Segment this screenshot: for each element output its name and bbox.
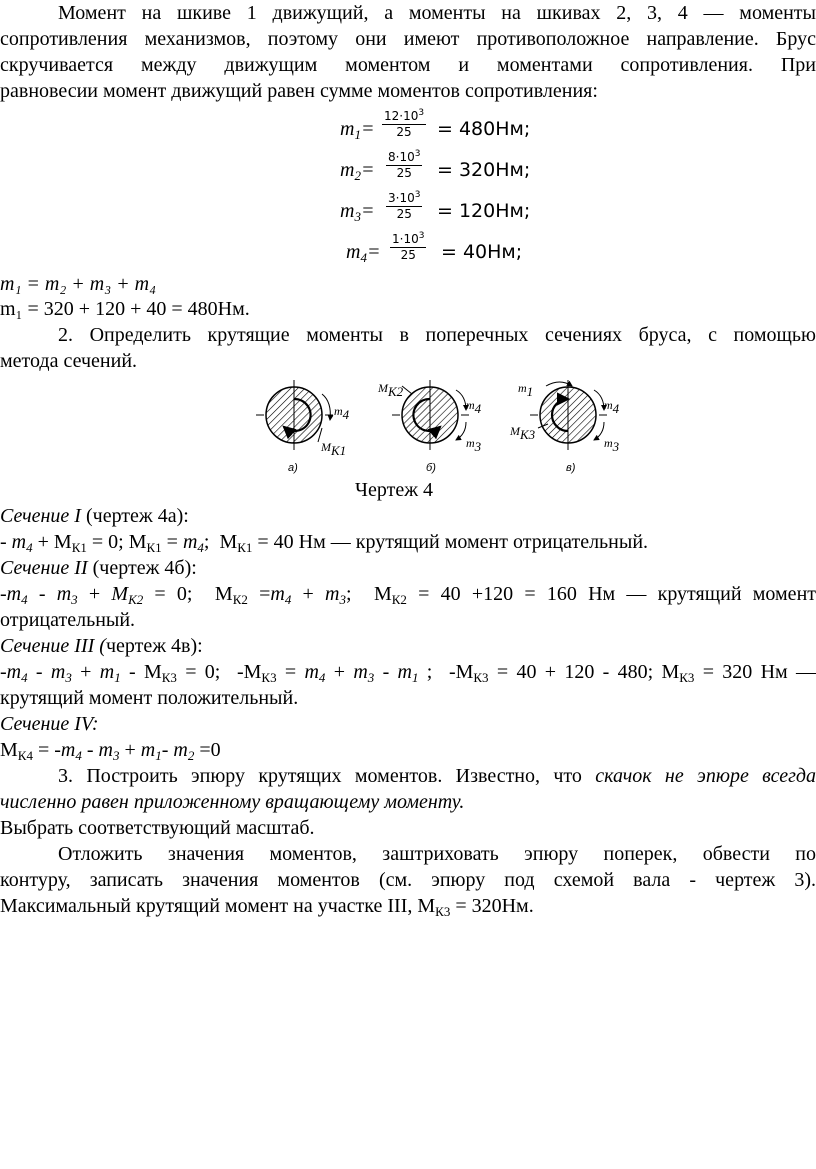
shaft-section-c: [530, 380, 607, 450]
step3-line-3: Выбрать соответствующий масштаб.: [0, 817, 315, 839]
step2-line-2: метода сечений.: [0, 350, 138, 372]
final-line-3: Максимальный крутящий момент на участке III, $М_{К3} = 320Нм$.: [0, 895, 534, 919]
intro-line-4: равновесии момент движущий равен сумме моментов сопротивления:: [0, 80, 598, 102]
figure-sections-diagram: [250, 372, 650, 472]
label-m3-c: $m_3$: [604, 436, 620, 454]
label-m4-b: $m_4$: [466, 398, 482, 416]
section-4-heading: Сечение IV:: [0, 713, 99, 735]
section-2-equation-cont: отрицательный.: [0, 609, 136, 631]
intro-line-2: сопротивления механизмов, поэтому они имеют противоположное направление. Брус: [0, 28, 816, 50]
caption-b: б): [426, 462, 436, 474]
sum-line-1: m₁ = m₂ + m₃ + m₄: [0, 273, 157, 295]
section-2-equation: $-m_4 - m_3 + М_{К2} = 0$; $М_{К2} =m_4 + m_3$; $М_{К2} = 40 +120 = 160$ Нм — крутящий момент: [0, 583, 816, 607]
step2-line-1: 2. Определить крутящие моменты в поперечных сечениях бруса, с помощью: [58, 324, 816, 346]
figure-caption: Чертеж 4: [355, 479, 434, 501]
caption-c: в): [566, 462, 576, 474]
label-m3-b: $m_3$: [466, 436, 482, 454]
section-4-equation: $М_{К4} = -m_4 - m_3 + m_1-$ $m_2 =0$: [0, 739, 221, 763]
final-line-1: Отложить значения моментов, заштриховать эпюру поперек, обвести по: [58, 843, 816, 865]
section-3-equation-cont: крутящий момент положительный.: [0, 687, 299, 709]
section-1-equation: - $m_4 + М_{К1} = 0$; $М_{К1} = m_4$; $М_{К1} = 40$ Нм — крутящий момент отрицательный.: [0, 531, 649, 555]
caption-a: а): [288, 462, 298, 474]
label-m1-c: $m_1$: [518, 381, 534, 399]
intro-line-1: Момент на шкиве 1 движущий, а моменты на шкивах 2, 3, 4 — моменты: [58, 2, 816, 24]
section-1-heading: Сечение I (чертеж 4а):: [0, 505, 189, 527]
label-m4-a: $m_4$: [334, 404, 350, 422]
final-line-2: контуру, записать значения моментов (см. эпюру под схемой вала - чертеж 3).: [0, 869, 816, 891]
label-mk2: $М_{К2}$: [378, 381, 404, 399]
section-3-equation: $-m_4 - m_3 + m_1 - М_{К3} = 0$; $-М_{К3} = m_4 + m_3 - m_1$ ; $-М_{К3} = 40 + 120 - 480$; $М_{К3} = 320$ Нм —: [0, 661, 816, 685]
step3-line-1: 3. Построить эпюру крутящих моментов. Известно, что скачок не эпюре всегда: [58, 765, 816, 787]
step3-line-2: численно равен приложенному вращающему моменту.: [0, 791, 465, 813]
intro-line-3: скручивается между движущим моментом и моментами сопротивления. При: [0, 54, 816, 76]
label-m4-c: $m_4$: [604, 398, 620, 416]
label-mk1: $М_{К1}$: [321, 440, 347, 458]
section-3-heading: Сечение III (чертеж 4в):: [0, 635, 203, 657]
section-2-heading: Сечение II (чертеж 4б):: [0, 557, 197, 579]
label-mk3: $М_{К3}$: [510, 424, 536, 442]
document-page: Момент на шкиве 1 движущий, а моменты на шкивах 2, 3, 4 — моменты сопротивления механизмов, поэтому они имеют противоположное направление. Брус скручивается между движущим моментом и моментами сопротивления. При равновесии момент движущий равен сумме моментов сопротивления: $m_1=$ $\frac{12\cdot 10^3}{25}$ = 480Нм; $m_2=$ $\frac{8\cdot 10^3}{25}$ = 320Нм; $m_3=$ $\frac{3\cdot 10^3}{25}$ = 120Нм; $m_4=$ $\frac{1\cdot 10^3}{25}$ = 40Нм; m₁ = m₂ + m₃ + m₄ m₁ = 320 + 120 + 40 = 480Нм. 2. Определить крутящие моменты в поперечных сечениях бруса, с помощью метода сечений. $m_4$ $М_{К1}$ $М_{К2}$ $m_4$ $m_3$ $m_1$ $m_4$ $М_{К3}$ $m_3$ а) б) в) Чертеж 4 Сечение I (чертеж 4а): - $m_4 + М_{К1} = 0$; $М_{К1} = m_4$; $М_{К1} = 40$ Нм — крутящий момент отрицательный. Сечение II (чертеж 4б): $-m_4 - m_3 + М_{К2} = 0$; $М_{К2} =m_4 + m_3$; $М_{К2} = 40 +120 = 160$ Нм — крутящий момент отрицательный. Сечение III (чертеж 4в): $-m_4 - m_3 + m_1 - М_{К3} = 0$; $-М_{К3} = m_4 + m_3 - m_1$ ; $-М_{К3} = 40 + 120 - 480$; $М_{К3} = 320$ Нм — крутящий момент положительный. Сечение IV: $М_{К4} = -m_4 - m_3 + m_1-$ $m_2 =0$ 3. Построить эпюру крутящих моментов. Известно, что скачок не эпюре всегда численно равен приложенному вращающему моменту. Выбрать соответствующий масштаб. Отложить значения моментов, заштриховать эпюру поперек, обвести по контуру, записать значения моментов (см. эпюру под схемой вала - чертеж 3). Максимальный крутящий момент на участке III, $М_{К3} = 320Нм$.: [0, 2, 816, 919]
sum-line-2: m₁ = 320 + 120 + 40 = 480Нм.: [0, 298, 250, 320]
shaft-section-b: [392, 380, 469, 450]
